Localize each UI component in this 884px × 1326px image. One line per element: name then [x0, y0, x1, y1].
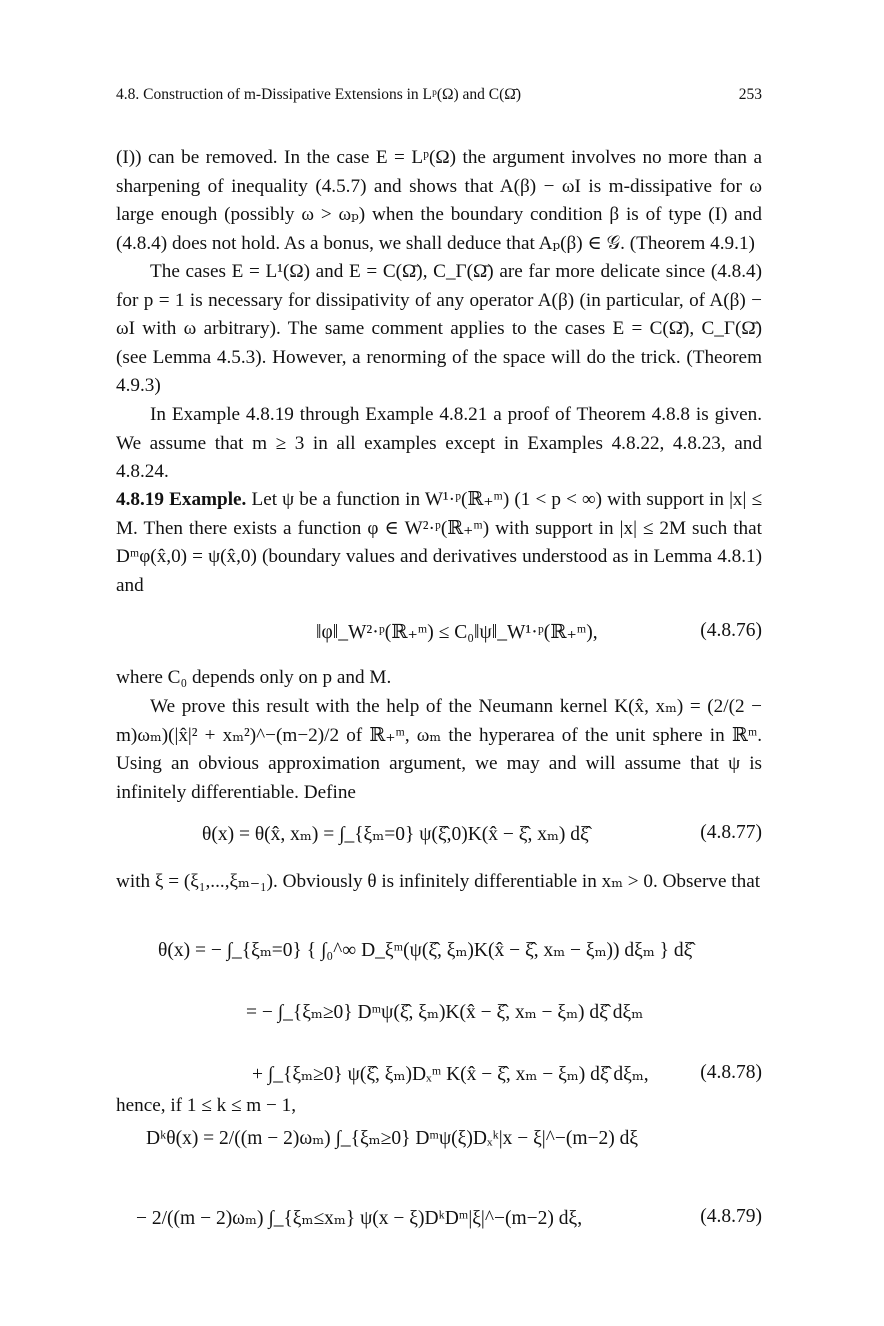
equation-line-3: + ∫_{ξₘ≥0} ψ(ξ̂, ξₘ)Dₓᵐ K(x̂ − ξ̂, xₘ − ξₘ) dξ̂ dξₘ, — [252, 1064, 649, 1085]
paragraph-6: We prove this result with the help of the Neumann kernel K(x̂, xₘ) = (2/(2 − m)ωₘ)(|x̂|² + xₘ²)^−(m−2)/2 of ℝ₊ᵐ, ωₘ the hyperarea of the unit sphere in ℝᵐ. Using an obvious approximation argument, we may and will assume that ψ is infinitely differentiable. Define — [116, 696, 762, 803]
page-number: 253 — [738, 86, 762, 103]
paragraph-2: The cases E = L¹(Ω) and E = C(Ω̄), C_Γ(Ω̄) are far more delicate since (4.8.4) for p = 1 is necessary for dissipativity of any operator A(β) (in particular, of A(β) − ωI with ω arbitrary). The same comment applies to the cases E = C(Ω̄), C_Γ(Ω̄) (see Lemma 4.5.3). However, a renorming of the space will do the trick. (Theorem 4.9.3) — [116, 261, 762, 397]
equation-4-8-79 — [116, 1126, 762, 1256]
equation-line-1: θ(x) = − ∫_{ξₘ=0} { ∫₀^∞ D_ξᵐ(ψ(ξ̂, ξₘ)K(x̂ − ξ̂, xₘ − ξₘ)) dξₘ } dξ̂ — [158, 940, 693, 961]
equation-number: (4.8.76) — [700, 620, 762, 641]
equation-number: (4.8.79) — [700, 1206, 762, 1227]
equation-body: θ(x) = θ(x̂, xₘ) = ∫_{ξₘ=0} ψ(ξ̂,0)K(x̂ − ξ̂, xₘ) dξ̂ — [202, 824, 589, 845]
equation-line-2: − 2/((m − 2)ωₘ) ∫_{ξₘ≤xₘ} ψ(x − ξ)DᵏDᵐ|ξ|^−(m−2) dξ, — [136, 1208, 583, 1229]
equation-number: (4.8.77) — [700, 822, 762, 843]
equation-line-1: Dᵏθ(x) = 2/((m − 2)ωₘ) ∫_{ξₘ≥0} Dᵐψ(ξ)Dₓᵏ|x − ξ|^−(m−2) dξ — [146, 1128, 639, 1149]
example-text: Let ψ be a function in W¹·ᵖ(ℝ₊ᵐ) (1 < p < ∞) with support in |x| ≤ M. Then there exists a function φ ∈ W²·ᵖ(ℝ₊ᵐ) with support in |x| ≤ 2M such that Dᵐφ(x̂,0) = ψ(x̂,0) (boundary values and derivatives understood as in Lemma 4.8.1) and — [116, 489, 762, 596]
equation-4-8-77 — [116, 822, 762, 862]
equation-4-8-76 — [116, 620, 762, 650]
paragraph-3: In Example 4.8.19 through Example 4.8.21 a proof of Theorem 4.8.8 is given. We assume that m ≥ 3 in all examples except in Examples 4.8.22, 4.8.23, and 4.8.24. — [116, 404, 762, 483]
equation-body: ‖φ‖_W²·ᵖ(ℝ₊ᵐ) ≤ C₀‖ψ‖_W¹·ᵖ(ℝ₊ᵐ), — [316, 622, 598, 643]
example-paragraph — [116, 486, 762, 600]
running-header — [116, 86, 762, 108]
example-label: 4.8.19 Example. — [116, 489, 247, 510]
paragraph-1: (I)) can be removed. In the case E = Lᵖ(Ω) the argument involves no more than a sharpening of inequality (4.5.7) and shows that A(β) − ωI is m-dissipative for ω large enough (possibly ω > ωₚ) when the boundary condition β is of type (I) and (4.8.4) does not hold. As a bonus, we shall deduce that Aₚ(β) ∈ 𝒢. (Theorem 4.9.1) — [116, 147, 762, 254]
paragraph-8: hence, if 1 ≤ k ≤ m − 1, — [116, 1095, 297, 1116]
equation-line-2: = − ∫_{ξₘ≥0} Dᵐψ(ξ̂, ξₘ)K(x̂ − ξ̂, xₘ − ξₘ) dξ̂ dξₘ — [246, 1002, 644, 1023]
paragraph-7: with ξ = (ξ₁,...,ξₘ₋₁). Obviously θ is infinitely differentiable in xₘ > 0. Observe that — [116, 871, 761, 892]
paragraph-5: where C₀ depends only on p and M. — [116, 667, 392, 688]
section-title: 4.8. Construction of m-Dissipative Extensions in Lᵖ(Ω) and C(Ω̄) — [116, 86, 521, 103]
equation-number: (4.8.78) — [700, 1062, 762, 1083]
